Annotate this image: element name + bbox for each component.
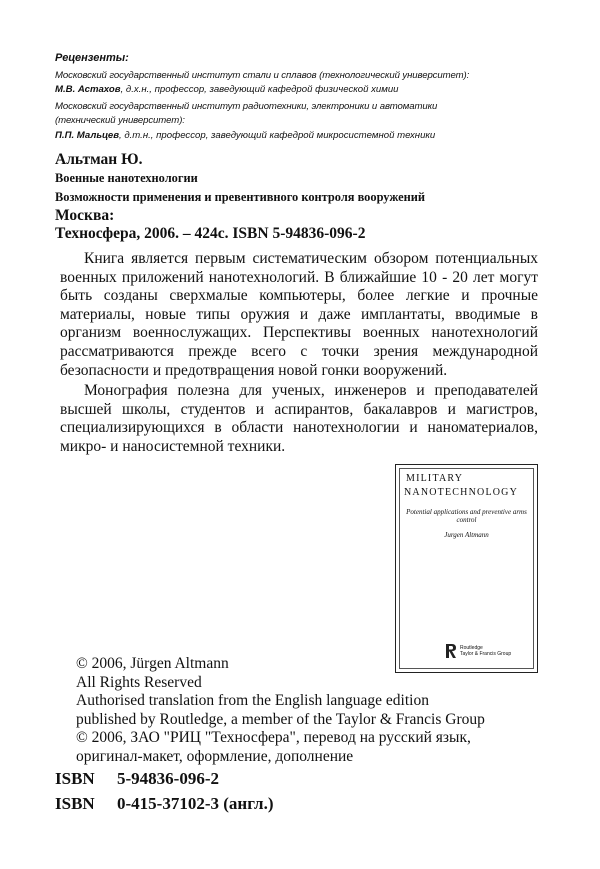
isbn-english-value: 0-415-37102-3 (англ.) <box>117 794 274 813</box>
book-title: Военные нанотехнологии <box>55 171 198 185</box>
book-author: Альтман Ю. <box>55 151 143 168</box>
translation-line: Authorised translation from the English language edition <box>76 692 429 710</box>
annotation-paragraph-1: Книга является первым систематическим обзором потенциальных военных приложений нанотехнологий. В ближайшие 10 - 20 лет могут быть созданы сверхмалые компьютеры, более легкие и прочные материалы, новые типы оружия и даже имплантаты, вводимые в организм военнослужащих. Перспективы военных нанотехнологий рассматриваются прежде всего с точки зрения международной безопасности и предотвращения новой гонки вооружений. <box>60 250 538 379</box>
annotation <box>60 250 538 457</box>
reviewer-org-2-line2: (технический университет): <box>55 115 185 126</box>
reviewer-org-2-line1: Московский государственный институт радиотехники, электроники и автоматики <box>55 101 438 112</box>
publication-city: Москва: <box>55 207 115 224</box>
cover-subtitle: Potential applications and preventive arms control <box>406 508 527 524</box>
original-book-cover <box>395 464 538 673</box>
reviewer-2 <box>55 130 435 141</box>
cover-title-line2: NANOTECHNOLOGY <box>404 487 519 498</box>
cover-publisher-line1: Routledge <box>460 645 483 651</box>
book-subtitle: Возможности применения и превентивного контроля вооружений <box>55 190 426 204</box>
isbn-label: ISBN <box>55 794 95 813</box>
russian-copyright-line: © 2006, ЗАО "РИЦ "Техносфера", перевод на русский язык, <box>76 729 471 747</box>
cover-publisher-line2: Taylor & Francis Group <box>460 651 512 657</box>
isbn-english <box>55 791 274 816</box>
publisher-line: published by Routledge, a member of the Taylor & Francis Group <box>76 710 485 728</box>
isbn-russian-value: 5-94836-096-2 <box>117 769 219 788</box>
isbn-block <box>55 766 274 816</box>
reviewers-heading: Рецензенты: <box>55 52 129 64</box>
copyright-notice <box>76 655 485 767</box>
reviewer-1 <box>55 84 399 95</box>
annotation-paragraph-2: Монография полезна для ученых, инженеров и преподавателей высшей школы, студентов и аспирантов, бакалавров и магистров, специализирующихся в области нанотехнологии и наноматериалов, микро- и наносистемной техники. <box>60 382 538 455</box>
isbn-russian <box>55 766 274 791</box>
cover-frame <box>399 468 534 669</box>
isbn-label: ISBN <box>55 769 95 788</box>
reviewer-1-name: М.В. Астахов <box>55 84 121 95</box>
cover-title-line1: MILITARY <box>406 473 464 484</box>
reviewer-2-details: , д.т.н., профессор, заведующий кафедрой микросистемной техники <box>119 130 436 141</box>
publication-info: Техносфера, 2006. – 424с. ISBN 5-94836-096-2 <box>55 225 366 242</box>
cover-author: Jurgen Altmann <box>444 531 489 539</box>
rights-reserved-line: All Rights Reserved <box>76 673 202 691</box>
layout-credit-line: оригинал-макет, оформление, дополнение <box>76 747 354 765</box>
reviewer-org-1: Московский государственный институт стали и сплавов (технологический университет): <box>55 70 470 81</box>
reviewer-2-name: П.П. Мальцев <box>55 130 119 141</box>
reviewer-1-details: , д.х.н., профессор, заведующий кафедрой физической химии <box>120 84 399 95</box>
copyright-line: © 2006, Jürgen Altmann <box>76 655 229 672</box>
